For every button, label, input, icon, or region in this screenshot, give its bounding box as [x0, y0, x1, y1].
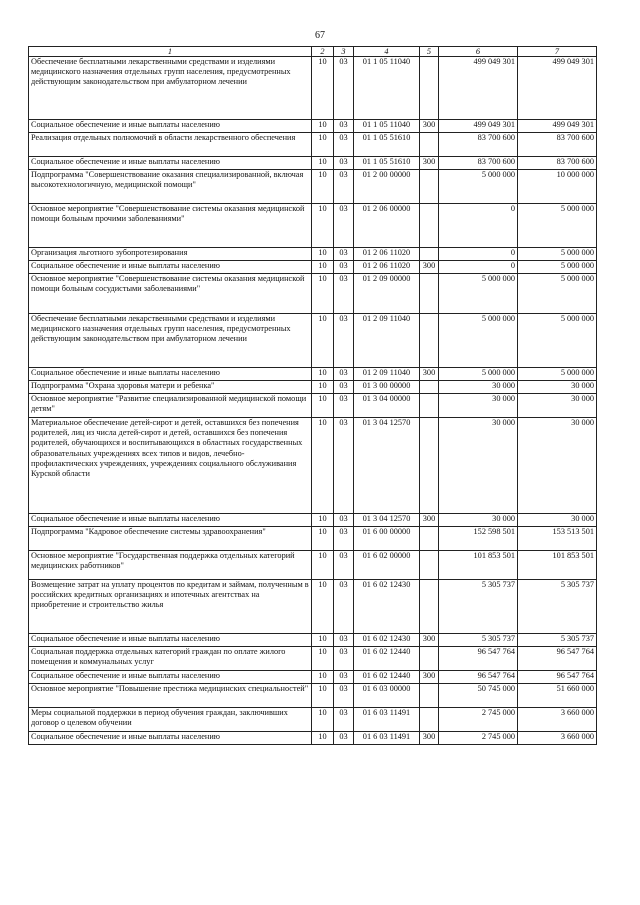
row-expense-type: [420, 551, 439, 580]
row-amount-1: 83 700 600: [439, 157, 518, 170]
row-name: Основное мероприятие "Государственная поддержка отдельных категорий медицинских работников": [29, 551, 312, 580]
col-header-amount-2: 7: [518, 47, 597, 57]
table-row: [29, 580, 597, 634]
row-subsection: 03: [334, 248, 354, 261]
row-subsection: 03: [334, 57, 354, 120]
row-amount-1: 5 000 000: [439, 314, 518, 368]
row-target-article: 01 6 03 11491: [354, 732, 420, 745]
row-target-article: 01 1 05 11040: [354, 57, 420, 120]
row-section: 10: [312, 314, 334, 368]
row-target-article: 01 2 09 11040: [354, 368, 420, 381]
row-amount-1: 5 000 000: [439, 274, 518, 314]
row-expense-type: [420, 57, 439, 120]
row-name: Меры социальной поддержки в период обучения граждан, заключивших договор о целевом обучении: [29, 708, 312, 732]
row-subsection: 03: [334, 368, 354, 381]
row-expense-type: [420, 170, 439, 204]
row-amount-2: 30 000: [518, 418, 597, 514]
row-subsection: 03: [334, 514, 354, 527]
row-target-article: 01 6 03 11491: [354, 708, 420, 732]
row-target-article: 01 6 02 12440: [354, 647, 420, 671]
row-expense-type: [420, 418, 439, 514]
row-subsection: 03: [334, 120, 354, 133]
row-section: 10: [312, 527, 334, 551]
col-header-expense-type: 5: [420, 47, 439, 57]
row-amount-1: 83 700 600: [439, 133, 518, 157]
table-row: [29, 120, 597, 133]
row-target-article: 01 3 04 12570: [354, 514, 420, 527]
row-section: 10: [312, 204, 334, 248]
col-header-amount-1: 6: [439, 47, 518, 57]
row-name: Материальное обеспечение детей-сирот и детей, оставшихся без попечения родителей, лиц из числа детей-сирот и детей, оставшихся без попечения родителей, обучающихся и воспитывающихся в областных государственных образовательных учреждениях всех типов и видов, лечебно-профилактических учреждениях, учреждениях социального обслуживания Курской области: [29, 418, 312, 514]
row-section: 10: [312, 551, 334, 580]
row-section: 10: [312, 248, 334, 261]
row-section: 10: [312, 580, 334, 634]
row-amount-2: 3 660 000: [518, 708, 597, 732]
row-target-article: 01 1 05 51610: [354, 133, 420, 157]
row-expense-type: [420, 647, 439, 671]
row-section: 10: [312, 368, 334, 381]
row-target-article: 01 2 09 00000: [354, 274, 420, 314]
row-name: Подпрограмма "Кадровое обеспечение системы здравоохранения": [29, 527, 312, 551]
row-name: Социальное обеспечение и иные выплаты населению: [29, 368, 312, 381]
row-amount-1: 5 000 000: [439, 368, 518, 381]
table-row: [29, 418, 597, 514]
row-expense-type: [420, 274, 439, 314]
row-amount-1: 499 049 301: [439, 120, 518, 133]
row-amount-1: 96 547 764: [439, 647, 518, 671]
row-section: 10: [312, 647, 334, 671]
table-row: [29, 261, 597, 274]
row-amount-1: 30 000: [439, 514, 518, 527]
row-expense-type: [420, 133, 439, 157]
table-row: [29, 368, 597, 381]
row-section: 10: [312, 261, 334, 274]
row-section: 10: [312, 157, 334, 170]
row-target-article: 01 3 00 00000: [354, 381, 420, 394]
row-amount-1: 50 745 000: [439, 684, 518, 708]
row-subsection: 03: [334, 684, 354, 708]
row-target-article: 01 2 06 00000: [354, 204, 420, 248]
row-amount-1: 30 000: [439, 394, 518, 418]
row-amount-1: 30 000: [439, 381, 518, 394]
table-row: [29, 394, 597, 418]
row-target-article: 01 2 06 11020: [354, 248, 420, 261]
row-subsection: 03: [334, 551, 354, 580]
row-target-article: 01 3 04 00000: [354, 394, 420, 418]
row-amount-1: 0: [439, 261, 518, 274]
row-target-article: 01 2 09 11040: [354, 314, 420, 368]
row-expense-type: 300: [420, 157, 439, 170]
row-name: Обеспечение бесплатными лекарственными средствами и изделиями медицинского назначения отдельных групп населения, предусмотренных действующим законодательством при амбулаторном лечении: [29, 314, 312, 368]
row-expense-type: [420, 314, 439, 368]
row-amount-1: 2 745 000: [439, 732, 518, 745]
table-row: [29, 57, 597, 120]
table-row: [29, 684, 597, 708]
row-name: Организация льготного зубопротезирования: [29, 248, 312, 261]
table-row: [29, 671, 597, 684]
row-section: 10: [312, 708, 334, 732]
row-amount-2: 5 000 000: [518, 204, 597, 248]
row-name: Социальное обеспечение и иные выплаты населению: [29, 157, 312, 170]
row-amount-2: 10 000 000: [518, 170, 597, 204]
row-section: 10: [312, 514, 334, 527]
row-name: Основное мероприятие "Развитие специализированной медицинской помощи детям": [29, 394, 312, 418]
row-amount-1: 152 598 501: [439, 527, 518, 551]
row-name: Социальное обеспечение и иные выплаты населению: [29, 732, 312, 745]
table-row: [29, 381, 597, 394]
row-name: Возмещение затрат на уплату процентов по кредитам и займам, полученным в российских кредитных организациях и ипотечных агентствах на приобретение и строительство жилья: [29, 580, 312, 634]
row-amount-1: 5 000 000: [439, 170, 518, 204]
row-expense-type: 300: [420, 732, 439, 745]
row-target-article: 01 6 02 12440: [354, 671, 420, 684]
row-subsection: 03: [334, 634, 354, 647]
row-subsection: 03: [334, 274, 354, 314]
row-section: 10: [312, 418, 334, 514]
row-expense-type: [420, 381, 439, 394]
row-name: Основное мероприятие "Совершенствование системы оказания медицинской помощи больным прочими заболеваниями": [29, 204, 312, 248]
row-amount-1: 5 305 737: [439, 634, 518, 647]
table-row: [29, 133, 597, 157]
table-row: [29, 248, 597, 261]
row-expense-type: [420, 580, 439, 634]
table-row: [29, 514, 597, 527]
row-amount-1: 5 305 737: [439, 580, 518, 634]
row-target-article: 01 6 02 12430: [354, 580, 420, 634]
row-name: Социальное обеспечение и иные выплаты населению: [29, 120, 312, 133]
col-header-name: 1: [29, 47, 312, 57]
table-row: [29, 708, 597, 732]
table-row: [29, 527, 597, 551]
row-section: 10: [312, 133, 334, 157]
row-target-article: 01 2 06 11020: [354, 261, 420, 274]
row-amount-2: 96 547 764: [518, 671, 597, 684]
budget-table: [28, 46, 597, 745]
row-amount-2: 96 547 764: [518, 647, 597, 671]
row-subsection: 03: [334, 708, 354, 732]
row-amount-1: 499 049 301: [439, 57, 518, 120]
row-name: Основное мероприятие "Совершенствование системы оказания медицинской помощи больным сосудистыми заболеваниями": [29, 274, 312, 314]
row-name: Социальное обеспечение и иные выплаты населению: [29, 261, 312, 274]
row-section: 10: [312, 381, 334, 394]
col-header-section: 2: [312, 47, 334, 57]
row-amount-2: 101 853 501: [518, 551, 597, 580]
row-amount-2: 499 049 301: [518, 57, 597, 120]
row-subsection: 03: [334, 671, 354, 684]
row-target-article: 01 1 05 51610: [354, 157, 420, 170]
row-subsection: 03: [334, 647, 354, 671]
row-subsection: 03: [334, 133, 354, 157]
row-name: Социальное обеспечение и иные выплаты населению: [29, 671, 312, 684]
table-row: [29, 634, 597, 647]
row-subsection: 03: [334, 394, 354, 418]
row-section: 10: [312, 170, 334, 204]
row-expense-type: 300: [420, 368, 439, 381]
row-amount-2: 83 700 600: [518, 157, 597, 170]
row-subsection: 03: [334, 314, 354, 368]
row-section: 10: [312, 274, 334, 314]
row-name: Подпрограмма "Совершенствование оказания специализированной, включая высокотехнологичную, медицинской помощи": [29, 170, 312, 204]
row-amount-2: 30 000: [518, 381, 597, 394]
row-subsection: 03: [334, 170, 354, 204]
row-name: Подпрограмма "Охрана здоровья матери и ребенка": [29, 381, 312, 394]
row-section: 10: [312, 671, 334, 684]
row-amount-2: 5 305 737: [518, 580, 597, 634]
row-name: Социальное обеспечение и иные выплаты населению: [29, 634, 312, 647]
row-subsection: 03: [334, 580, 354, 634]
row-amount-1: 30 000: [439, 418, 518, 514]
row-amount-2: 153 513 501: [518, 527, 597, 551]
row-amount-1: 96 547 764: [439, 671, 518, 684]
row-amount-2: 5 000 000: [518, 248, 597, 261]
row-subsection: 03: [334, 204, 354, 248]
row-amount-2: 3 660 000: [518, 732, 597, 745]
row-target-article: 01 6 03 00000: [354, 684, 420, 708]
table-row: [29, 314, 597, 368]
col-header-target-article: 4: [354, 47, 420, 57]
table-row: [29, 732, 597, 745]
row-amount-2: 30 000: [518, 514, 597, 527]
row-section: 10: [312, 120, 334, 133]
row-amount-2: 5 305 737: [518, 634, 597, 647]
row-expense-type: [420, 527, 439, 551]
row-amount-1: 2 745 000: [439, 708, 518, 732]
row-target-article: 01 2 00 00000: [354, 170, 420, 204]
row-amount-2: 5 000 000: [518, 314, 597, 368]
row-amount-1: 0: [439, 248, 518, 261]
row-amount-2: 5 000 000: [518, 368, 597, 381]
row-subsection: 03: [334, 381, 354, 394]
row-expense-type: 300: [420, 671, 439, 684]
table-row: [29, 157, 597, 170]
row-amount-2: 51 660 000: [518, 684, 597, 708]
row-amount-2: 5 000 000: [518, 274, 597, 314]
page-number: 67: [315, 30, 325, 41]
table-row: [29, 647, 597, 671]
row-expense-type: [420, 684, 439, 708]
table-row: [29, 170, 597, 204]
row-expense-type: [420, 394, 439, 418]
row-amount-1: 0: [439, 204, 518, 248]
row-name: Социальная поддержка отдельных категорий граждан по оплате жилого помещения и коммунальных услуг: [29, 647, 312, 671]
row-expense-type: 300: [420, 120, 439, 133]
row-name: Реализация отдельных полномочий в области лекарственного обеспечения: [29, 133, 312, 157]
row-target-article: 01 6 00 00000: [354, 527, 420, 551]
table-row: [29, 204, 597, 248]
row-subsection: 03: [334, 732, 354, 745]
row-target-article: 01 6 02 12430: [354, 634, 420, 647]
row-amount-2: 499 049 301: [518, 120, 597, 133]
row-target-article: 01 3 04 12570: [354, 418, 420, 514]
row-subsection: 03: [334, 157, 354, 170]
row-subsection: 03: [334, 261, 354, 274]
row-expense-type: [420, 204, 439, 248]
row-section: 10: [312, 634, 334, 647]
row-section: 10: [312, 684, 334, 708]
row-expense-type: 300: [420, 261, 439, 274]
row-expense-type: [420, 248, 439, 261]
row-amount-1: 101 853 501: [439, 551, 518, 580]
row-expense-type: 300: [420, 514, 439, 527]
row-name: Социальное обеспечение и иные выплаты населению: [29, 514, 312, 527]
row-amount-2: 5 000 000: [518, 261, 597, 274]
row-expense-type: 300: [420, 634, 439, 647]
row-amount-2: 83 700 600: [518, 133, 597, 157]
table-row: [29, 274, 597, 314]
row-target-article: 01 1 05 11040: [354, 120, 420, 133]
row-name: Обеспечение бесплатными лекарственными средствами и изделиями медицинского назначения отдельных групп населения, предусмотренных действующим законодательством при амбулаторном лечении: [29, 57, 312, 120]
row-expense-type: [420, 708, 439, 732]
row-subsection: 03: [334, 527, 354, 551]
col-header-subsection: 3: [334, 47, 354, 57]
row-name: Основное мероприятие "Повышение престижа медицинских специальностей": [29, 684, 312, 708]
row-section: 10: [312, 732, 334, 745]
table-row: [29, 551, 597, 580]
row-section: 10: [312, 394, 334, 418]
row-amount-2: 30 000: [518, 394, 597, 418]
row-target-article: 01 6 02 00000: [354, 551, 420, 580]
row-section: 10: [312, 57, 334, 120]
row-subsection: 03: [334, 418, 354, 514]
column-number-row: [29, 47, 597, 57]
